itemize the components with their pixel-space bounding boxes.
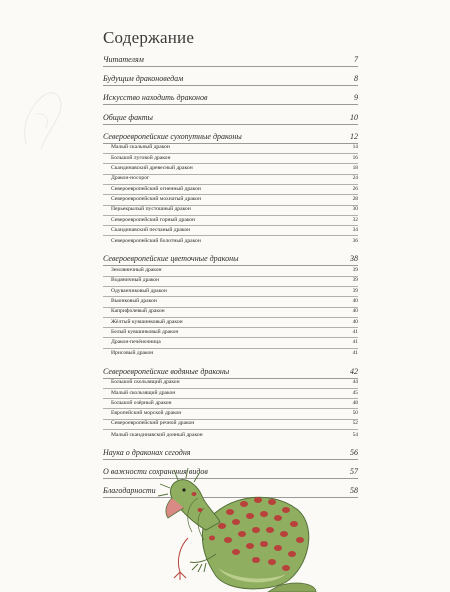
toc-subentry-label: Вьюнковый дракон — [111, 297, 157, 304]
toc-entry-page: 9 — [354, 93, 358, 103]
toc-subentry-page: 18 — [352, 165, 358, 172]
toc-subentry-page: 39 — [352, 277, 358, 284]
toc-section-page: 12 — [350, 131, 358, 141]
toc-subentry-page: 28 — [352, 195, 358, 202]
toc-group-water-dragons — [103, 366, 358, 441]
toc-subentry-page: 45 — [352, 389, 358, 396]
toc-section-heading[interactable] — [103, 366, 358, 379]
toc-subentry[interactable] — [103, 185, 358, 195]
toc-subentry-label: Белый кувшинковый дракон — [111, 328, 179, 335]
toc-subentry-page: 40 — [352, 308, 358, 315]
toc-section-label: Североевропейские цветочные драконы — [103, 254, 239, 264]
toc-subentry[interactable] — [103, 349, 358, 359]
toc-subentry-label: Дракон-носорог — [111, 175, 150, 182]
toc-subentry-page: 41 — [352, 350, 358, 357]
toc-subentry-page: 39 — [352, 267, 358, 274]
toc-subentry-label: Североевропейский мохнатый дракон — [111, 195, 202, 202]
toc-subentry-label: Одуванчиковый дракон — [111, 287, 167, 294]
toc-entry-label: О важности сохранения видов — [103, 467, 208, 477]
toc-entry-page: 56 — [350, 447, 358, 457]
toc-entry-label: Искусство находить драконов — [103, 93, 208, 103]
toc-section-page: 42 — [350, 366, 358, 376]
toc-subentry-page: 26 — [352, 185, 358, 192]
toc-subentry-page: 14 — [352, 144, 358, 151]
toc-subentry-page: 36 — [352, 238, 358, 245]
toc-entry-future-dragonologists[interactable] — [103, 73, 358, 86]
toc-section-heading[interactable] — [103, 131, 358, 144]
toc-group-land-dragons — [103, 131, 358, 247]
toc-entry-label: Благодарности — [103, 486, 156, 496]
faint-background-illustration — [16, 84, 68, 154]
toc-subentry-page: 50 — [352, 410, 358, 417]
toc-subentry-label: Европейский морской дракон — [111, 410, 182, 417]
toc-subentry-page: 52 — [352, 420, 358, 427]
toc-entry-page: 57 — [350, 467, 358, 477]
toc-subentry[interactable] — [103, 389, 358, 399]
toc-entry-general-facts[interactable] — [103, 112, 358, 125]
toc-subentry[interactable] — [103, 266, 358, 276]
toc-subentry[interactable] — [103, 175, 358, 185]
toc-subentry[interactable] — [103, 430, 358, 440]
toc-subentry-label: Малый скользящий дракон — [111, 389, 176, 396]
toc-subentry-label: Перьекрылый пустошный дракон — [111, 206, 191, 213]
toc-subentry[interactable] — [103, 164, 358, 174]
toc-entry-page: 7 — [354, 55, 358, 64]
toc-subentry[interactable] — [103, 236, 358, 246]
toc-subentry-page: 54 — [352, 431, 358, 438]
toc-entry-label: Читателям — [103, 55, 144, 64]
toc-subentry-label: Водяничный дракон — [111, 277, 160, 284]
toc-subentry-page: 40 — [352, 318, 358, 325]
toc-entry-dragon-science-today[interactable] — [103, 447, 358, 460]
dragon-illustration — [158, 468, 318, 592]
toc-subentry-label: Скандинавский древесный дракон — [111, 165, 193, 172]
toc-subentry[interactable] — [103, 195, 358, 205]
toc-subentry-label: Жёлтый кувшинковый дракон — [111, 318, 183, 325]
toc-subentry[interactable] — [103, 399, 358, 409]
toc-subentry-label: Малый скандинавский донный дракон — [111, 431, 203, 438]
toc-section-heading[interactable] — [103, 253, 358, 266]
toc-group-flower-dragons — [103, 253, 358, 359]
toc-subentry[interactable] — [103, 328, 358, 338]
toc-subentry-page: 30 — [352, 206, 358, 213]
toc-entry-page: 10 — [350, 112, 358, 122]
toc-subentry-label: Земляничный дракон — [111, 267, 162, 274]
toc-subentry[interactable] — [103, 216, 358, 226]
toc-entry-label: Общие факты — [103, 112, 153, 122]
toc-subentry[interactable] — [103, 379, 358, 389]
toc-subentry-page: 40 — [352, 297, 358, 304]
toc-subentry-page: 41 — [352, 328, 358, 335]
toc-subentry-page: 39 — [352, 287, 358, 294]
page-title: Содержание — [103, 28, 195, 47]
toc-subentry-page: 16 — [352, 154, 358, 161]
toc-subentry[interactable] — [103, 420, 358, 430]
toc-section-label: Североевропейские сухопутные драконы — [103, 131, 242, 141]
toc-subentry[interactable] — [103, 308, 358, 318]
toc-subentry-label: Каприфолевый дракон — [111, 308, 165, 315]
toc-entry-label: Наука о драконах сегодня — [103, 447, 191, 457]
toc-subentry[interactable] — [103, 287, 358, 297]
toc-section-label: Североевропейские водяные драконы — [103, 366, 230, 376]
toc-subentry-label: Ирисовый дракон — [111, 350, 154, 357]
toc-subentry-page: 44 — [352, 379, 358, 386]
toc-subentry[interactable] — [103, 318, 358, 328]
toc-subentry-label: Скандинавский песчаный дракон — [111, 226, 191, 233]
toc-subentry[interactable] — [103, 226, 358, 236]
toc-subentry[interactable] — [103, 409, 358, 419]
toc-subentry-label: Североевропейский болотный дракон — [111, 238, 201, 245]
toc-subentry-page: 48 — [352, 399, 358, 406]
toc-subentry[interactable] — [103, 277, 358, 287]
toc-subentry-label: Североевропейский речной дракон — [111, 420, 195, 427]
toc-section-page: 38 — [350, 254, 358, 264]
toc-subentry-page: 34 — [352, 226, 358, 233]
toc-subentry[interactable] — [103, 144, 358, 154]
toc-subentry-page: 41 — [352, 339, 358, 346]
toc-subentry[interactable] — [103, 297, 358, 307]
toc-subentry-label: Дракон-печёночница — [111, 339, 161, 346]
toc-subentry-label: Большой озёрный дракон — [111, 399, 172, 406]
toc-subentry-label: Большой скользящий дракон — [111, 379, 180, 386]
toc-subentry[interactable] — [103, 338, 358, 348]
toc-entry-page: 8 — [354, 74, 358, 84]
toc-subentry-label: Североевропейский огненный дракон — [111, 185, 201, 192]
toc-subentry[interactable] — [103, 206, 358, 216]
toc-subentry-label: Североевропейский горный дракон — [111, 216, 196, 223]
table-of-contents — [103, 54, 358, 505]
toc-subentry[interactable] — [103, 154, 358, 164]
toc-entry-label: Будущим драконоведам — [103, 74, 184, 84]
toc-subentry-label: Малый скальный дракон — [111, 144, 170, 151]
toc-subentry-label: Большой луговой дракон — [111, 154, 171, 161]
toc-subentry-page: 24 — [352, 175, 358, 182]
toc-entry-finding-dragons[interactable] — [103, 92, 358, 105]
toc-entry-page: 58 — [350, 486, 358, 496]
toc-subentry-page: 32 — [352, 216, 358, 223]
toc-entry-readers[interactable] — [103, 54, 358, 67]
